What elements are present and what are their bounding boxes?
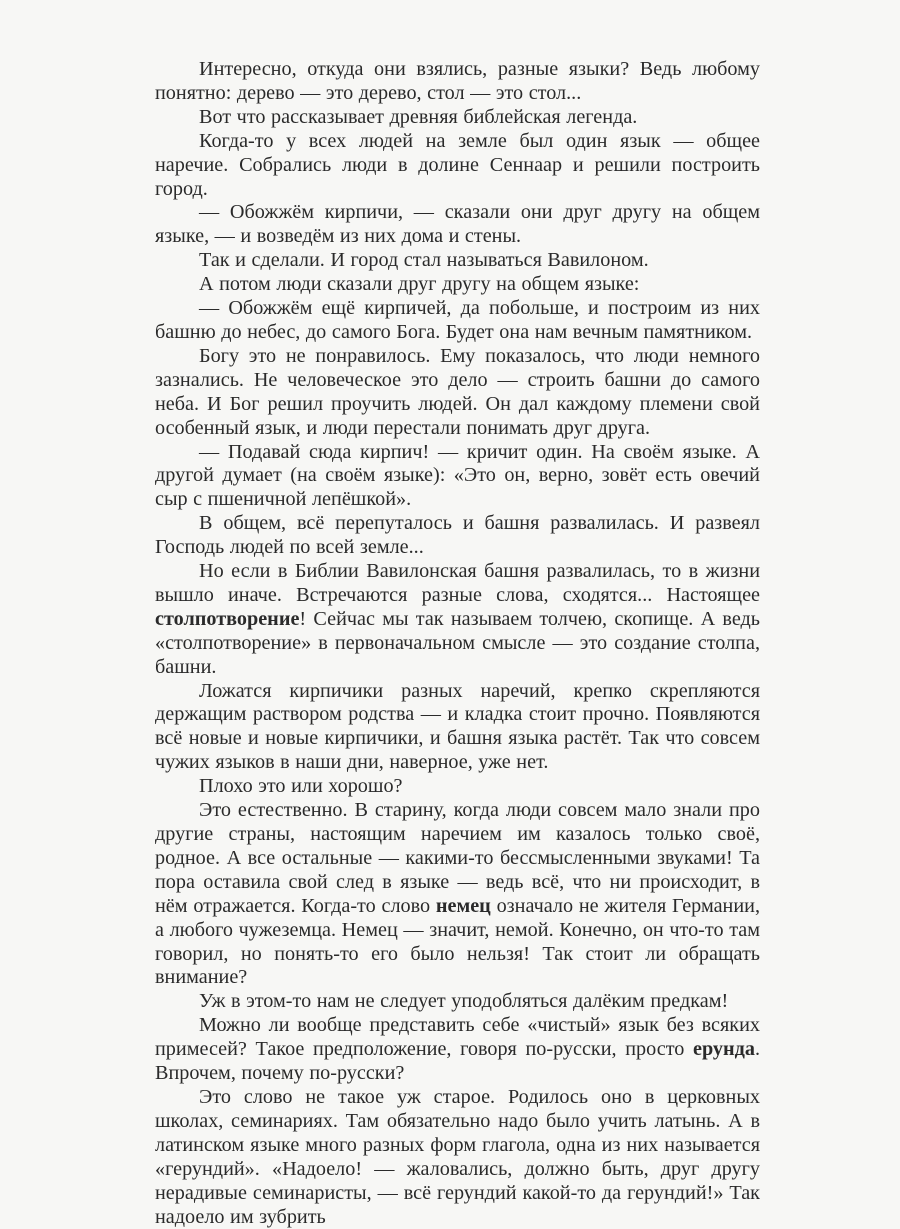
text-segment: — Подавай сюда кирпич! — кричит один. На своём языке. А другой думает (на своём языке): «Это он, верно, зовёт есть овечий сыр с пшеничной лепёшкой». xyxy=(155,440,760,511)
text-segment: — Обожжём ещё кирпичей, да побольше, и построим из них башню до небес, до самого Бога. Будет она нам вечным памятником. xyxy=(155,297,760,343)
paragraph-6 xyxy=(155,273,760,297)
text-segment: — Обожжём кирпичи, — сказали они друг другу на общем языке, — и возведём из них дома и стены. xyxy=(155,201,760,248)
paragraph-9 xyxy=(155,441,760,513)
text-segment: Можно ли вообще представить себе «чистый» язык без всяких примесей? Такое предположение, говоря по-русски, просто xyxy=(155,1014,760,1061)
text-segment: означало не жителя Германии, а любого чужеземца. Немец — значит, немой. Конечно, он что-то там говорил, но понять-то его было нельзя! Так стоит ли обращать внимание? xyxy=(155,894,760,989)
text-segment: ! Сейчас мы так называем толчею, скопище. А ведь «столпотворение» в первоначальном смысле — это создание столпа, башни. xyxy=(155,607,760,678)
paragraph-15 xyxy=(155,990,760,1014)
paragraph-5 xyxy=(155,249,760,273)
paragraph-12 xyxy=(155,680,760,776)
paragraph-10 xyxy=(155,512,760,560)
paragraph-13 xyxy=(155,775,760,799)
paragraph-8 xyxy=(155,345,760,441)
text-segment: Ложатся кирпичики разных наречий, крепко скрепляются держащим раствором родства — и кладка стоит прочно. Появляются всё новые и новые кирпичики, и башня языка растёт. Так что совсем чужих языков в наши дни, наверное, уже нет. xyxy=(155,679,760,774)
text-segment: В общем, всё перепуталось и башня развалилась. И развеял Господь людей по всей земле... xyxy=(155,512,760,559)
text-segment: Но если в Библии Вавилонская башня развалилась, то в жизни вышло иначе. Встречаются разные слова, сходятся... Настоящее xyxy=(155,560,760,606)
text-segment: Так и сделали. И город стал называться Вавилоном. xyxy=(199,249,649,272)
bold-term: столпотворение xyxy=(155,607,300,630)
paragraph-3 xyxy=(155,130,760,202)
text-segment: . Впрочем, почему по-русски? xyxy=(155,1038,760,1085)
text-segment: А потом люди сказали друг другу на общем языке: xyxy=(199,273,640,296)
paragraph-14 xyxy=(155,799,760,990)
text-segment: Богу это не понравилось. Ему показалось, что люди немного зазнались. Не человеческое это дело — строить башни до самого неба. И Бог решил проучить людей. Он дал каждому племени свой особенный язык, и люди перестали понимать друг друга. xyxy=(155,344,760,439)
paragraph-7 xyxy=(155,297,760,345)
text-segment: Когда-то у всех людей на земле был один язык — общее наречие. Собрались люди в долине Сеннаар и решили построить город. xyxy=(155,129,760,200)
bold-term: немец xyxy=(435,894,491,917)
paragraph-4 xyxy=(155,201,760,249)
text-segment: Интересно, откуда они взялись, разные языки? Ведь любому понятно: дерево — это дерево, стол — это стол... xyxy=(155,58,760,104)
paragraph-17 xyxy=(155,1086,760,1229)
paragraph-2 xyxy=(155,106,760,130)
bold-term: ерунда xyxy=(693,1038,755,1061)
text-segment: Плохо это или хорошо? xyxy=(199,775,403,798)
text-segment: Уж в этом-то нам не следует уподобляться далёким предкам! xyxy=(199,990,729,1013)
paragraph-11 xyxy=(155,560,760,680)
text-body xyxy=(155,58,760,1229)
text-segment: Это естественно. В старину, когда люди совсем мало знали про другие страны, настоящим наречием им казалось только своё, родное. А все остальные — какими-то бессмысленными звуками! Та пора оставила свой след в языке — ведь всё, что ни происходит, в нём отражается. Когда-то слово xyxy=(155,799,760,917)
paragraph-1 xyxy=(155,58,760,106)
paragraph-16 xyxy=(155,1014,760,1086)
text-segment: Это слово не такое уж старое. Родилось оно в церковных школах, семинариях. Там обязательно надо было учить латынь. А в латинском языке много разных форм глагола, одна из них называется «герундий». «Надоело! — жаловались, должно быть, друг другу нерадивые семинаристы, — всё герундий какой-то да герундий!» Так надоело им зубрить xyxy=(155,1085,760,1228)
text-segment: Вот что рассказывает древняя библейская легенда. xyxy=(199,105,638,128)
